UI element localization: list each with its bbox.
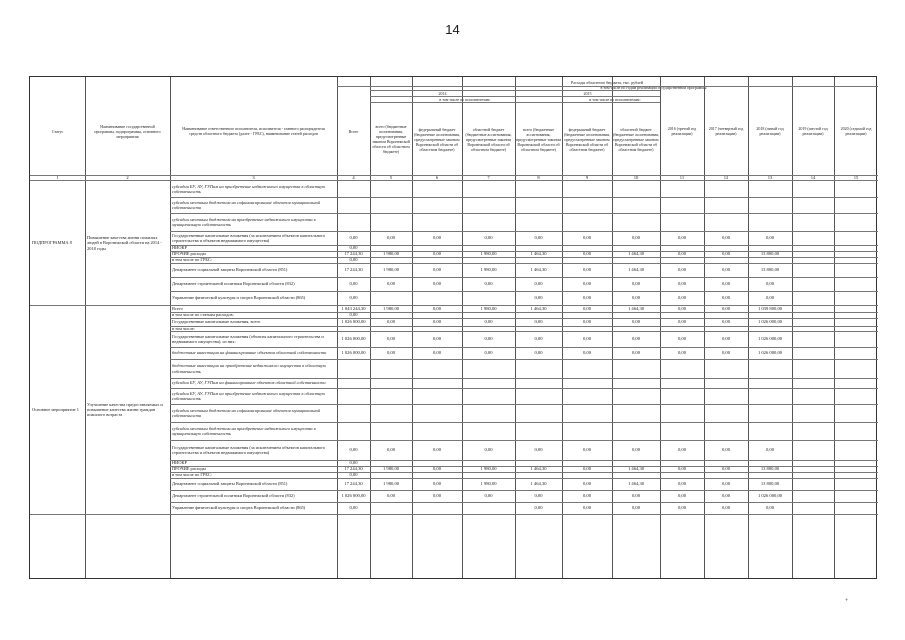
row-separator (170, 277, 878, 278)
value-cell: 0,00 (386, 350, 396, 355)
value-cell: 1 026 000,00 (757, 493, 783, 498)
row-separator (170, 490, 878, 491)
row-label: в том числе: (172, 326, 195, 331)
value-cell: 0,00 (677, 493, 687, 498)
row-label: Департамент социальной защиты Воронежской области (851) (172, 267, 288, 273)
value-cell: 1 980,00 (382, 305, 400, 311)
row-label: субсидии БУ, АУ, ГУПам на финансирование объектов областной собственности (172, 380, 326, 386)
value-cell: 0,00 (721, 281, 731, 286)
value-cell: 0,00 (677, 350, 687, 355)
grid-hline (370, 96, 660, 97)
section-separator (30, 305, 878, 306)
value-cell: 0,00 (582, 350, 592, 355)
value-cell: 0,00 (631, 295, 641, 300)
header-status: Статус (51, 128, 64, 134)
value-cell: 0,00 (582, 235, 592, 240)
column-number: 9 (585, 175, 589, 180)
value-cell: 0,00 (534, 505, 543, 510)
row-label: субсидии БУ, АУ, ГУПам на приобретение недвижимого имущества в областную собственность (172, 183, 326, 194)
row-separator (170, 460, 878, 461)
column-number: 4 (352, 175, 355, 180)
column-number: 15 (853, 175, 859, 180)
page-number: 14 (445, 22, 460, 37)
value-cell: 0,00 (582, 251, 592, 256)
value-cell: 13 800,00 (760, 251, 780, 256)
column-number: 6 (435, 175, 439, 180)
row-separator (170, 318, 878, 319)
value-cell: 0,00 (765, 447, 775, 452)
row-label: НИОКР (172, 245, 187, 251)
row-label: Государственные капитальные вложения, всего (172, 319, 261, 325)
column-number: 12 (723, 175, 729, 180)
value-cell: 0,00 (534, 235, 543, 240)
value-cell: 0,00 (582, 466, 592, 471)
grid-hline (30, 180, 878, 181)
header-expenses-title: Расходы областного бюджета, тыс. рублей (571, 79, 643, 85)
value-cell: 0,00 (582, 295, 592, 300)
row-label: Государственные капитальные вложения (за исключением объектов капитального строительства и объектов недвижимого имущества) (172, 232, 326, 243)
section-name: Улучшение качества предоставляемых и повышение качества жизни граждан пожилого возраста (87, 401, 163, 418)
value-cell: 1 464,30 (530, 305, 547, 311)
row-separator (170, 478, 878, 479)
value-cell: 0,00 (432, 350, 442, 355)
row-separator (170, 347, 878, 348)
grid-hline (337, 86, 878, 87)
row-label: Департамент строительной политики Воронежской области (832) (172, 493, 295, 499)
value-cell: 1 980,00 (480, 305, 497, 311)
grid-hline (370, 90, 660, 91)
value-cell: 0,00 (432, 251, 442, 256)
header-2020: 2020 (седьмой год реализации) (840, 126, 872, 136)
value-cell: 0,00 (765, 505, 775, 510)
value-cell: 0,00 (631, 235, 641, 240)
section-status: ПОДПРОГРАММА 8 (32, 240, 72, 246)
value-cell: 1 464,30 (627, 481, 645, 486)
header-2017: 2017 (четвертый год реализации) (708, 126, 744, 136)
value-cell: 0,00 (484, 336, 493, 341)
header-total: Всего (348, 128, 359, 134)
row-separator (170, 378, 878, 379)
value-cell: 1 464,30 (627, 267, 645, 272)
row-separator (170, 404, 878, 405)
value-cell: 17 244,30 (344, 251, 363, 256)
value-cell: 0,00 (582, 319, 592, 324)
value-cell: 0,00 (432, 481, 442, 486)
value-cell: 0,00 (386, 235, 396, 240)
value-cell: 1 026 000,00 (757, 319, 783, 324)
value-cell: 0,00 (534, 493, 543, 498)
row-separator (170, 257, 878, 258)
value-cell: 0,00 (432, 281, 442, 286)
value-cell: 0,00 (582, 505, 592, 510)
row-separator (170, 251, 878, 252)
header-2016: 2016 (третий год реализации) (667, 126, 697, 136)
column-number: 5 (389, 175, 393, 180)
value-cell: 1 980,00 (382, 267, 400, 272)
value-cell: 1 980,00 (382, 466, 400, 471)
value-cell: 0,00 (432, 319, 442, 324)
value-cell: 0,00 (386, 281, 396, 286)
value-cell: 0,00 (484, 319, 493, 324)
value-cell: 0,00 (534, 281, 543, 286)
value-cell: 13 800,00 (760, 466, 780, 471)
value-cell: 1 464,30 (530, 481, 547, 486)
header-2018: 2018 (пятый год реализации) (756, 126, 784, 136)
section-separator (30, 514, 878, 515)
header-col-obl-2014: областной бюджет (бюджетные ассигнования, предусмотренные законом Воронежской области об областном бюджете) (465, 126, 512, 152)
header-executor: Наименование ответственного исполнителя, исполнителя - главного распорядителя средств областного бюджета (далее - ГРБС), наименование статей расходов (182, 126, 325, 136)
grid-hline (30, 175, 878, 176)
column-number: 10 (633, 175, 639, 180)
row-label: субсидии БУ, АУ, ГУПам на приобретение недвижимого имущества в областную собственность (172, 390, 326, 401)
value-cell: 0,00 (386, 447, 396, 452)
value-cell: 0,00 (677, 466, 687, 471)
column-number: 13 (767, 175, 773, 180)
value-cell: 0,00 (677, 281, 687, 286)
row-label: Всего (172, 305, 183, 311)
row-label: субсидии местным бюджетам на софинансирование объектов муниципальной собственности (172, 407, 321, 418)
column-number: 11 (679, 175, 685, 180)
value-cell: 0,00 (677, 319, 687, 324)
header-col-fed-2015: федеральный бюджет (бюджетные ассигнования, предусмотренные законом Воронежской области об областном бюджете) (563, 126, 610, 152)
value-cell: 17 244,30 (344, 267, 363, 272)
value-cell: 0,00 (721, 251, 731, 256)
row-separator (170, 231, 878, 232)
row-label: субсидии местным бюджетам на софинансирование объектов муниципальной собственности (172, 199, 321, 210)
value-cell: 1 464,30 (530, 251, 547, 256)
header-col-total-2014: всего (бюджетные ассигнования, предусмотренные законом Воронежской области об областном бюджете) (372, 124, 410, 154)
value-cell: 1 980,00 (382, 481, 400, 486)
column-number: 2 (126, 175, 129, 180)
value-cell: 0,00 (677, 447, 687, 452)
header-col-obl-2015: областной бюджет (бюджетные ассигнования, предусмотренные законом Воронежской области об областном бюджете) (612, 126, 659, 152)
value-cell: 0,00 (721, 350, 731, 355)
header-incl-exec-2015: в том числе по исполнителям: (589, 97, 641, 102)
value-cell: 0,00 (582, 481, 592, 486)
value-cell: 0,00 (386, 493, 396, 498)
value-cell: 0,00 (484, 281, 493, 286)
value-cell: 0,00 (386, 319, 396, 324)
value-cell: 0,00 (677, 505, 687, 510)
value-cell: 0,00 (534, 350, 543, 355)
value-cell: 0,00 (534, 336, 543, 341)
value-cell: 1 026 000,00 (757, 336, 783, 341)
row-label: в том числе по ГРБС: (172, 257, 213, 263)
row-label: Департамент строительной политики Воронежской области (832) (172, 281, 295, 287)
row-separator (170, 359, 878, 360)
value-cell: 1 026 000,00 (341, 350, 366, 355)
header-col-fed-2014: федеральный бюджет (бюджетные ассигнования, предусмотренные законом Воронежской области об областном бюджете) (413, 126, 460, 152)
budget-table (29, 76, 877, 579)
value-cell: 0,00 (721, 336, 731, 341)
value-cell: 0,00 (432, 336, 442, 341)
header-col-total-2015: всего (бюджетные ассигнования, предусмотренные законом Воронежской области об областном бюджете) (515, 126, 562, 152)
value-cell: 0,00 (534, 447, 543, 452)
value-cell: 0,00 (432, 493, 442, 498)
row-label: бюджетные инвестиции на приобретение недвижимого имущества в областную собственность (172, 363, 326, 374)
value-cell: 1 980,00 (382, 251, 400, 256)
value-cell: 0,00 (721, 481, 731, 486)
header-incl-exec-2014: в том числе по исполнителям: (439, 97, 491, 102)
value-cell: 0,00 (582, 336, 592, 341)
value-cell: 0,00 (677, 267, 687, 272)
row-separator (170, 291, 878, 292)
value-cell: 0,00 (721, 319, 731, 324)
value-cell: 1 980,00 (480, 481, 497, 486)
row-label: субсидии местным бюджетам на приобретение недвижимого имущества в муниципальную собственность (172, 216, 316, 227)
row-separator (170, 245, 878, 246)
value-cell: 1 464,30 (627, 466, 645, 471)
row-label: Государственные капитальные вложения (объекты капитального строительства и недвижимого имущества), из них: (172, 333, 324, 344)
value-cell: 1 464,30 (627, 305, 645, 311)
section-name: Повышение качества жизни пожилых людей в Воронежской области на 2014 - 2018 годы (87, 235, 162, 251)
row-separator (170, 422, 878, 423)
value-cell: 0,00 (677, 251, 687, 256)
value-cell: 0,00 (432, 305, 442, 311)
value-cell: 0,00 (677, 235, 687, 240)
value-cell: 0,00 (721, 505, 731, 510)
value-cell: 0,00 (631, 447, 641, 452)
value-cell: 0,00 (349, 235, 358, 240)
value-cell: 13 800,00 (760, 481, 780, 486)
header-year-2015: 2015 (583, 91, 592, 96)
value-cell: 0,00 (386, 336, 396, 341)
grid-vline (85, 77, 86, 578)
row-label: Управление физической культуры и спорта Воронежской области (865) (172, 295, 306, 301)
row-separator (170, 331, 878, 332)
value-cell: 0,00 (484, 447, 493, 452)
value-cell: 0,00 (677, 305, 687, 311)
column-number: 1 (56, 175, 59, 180)
value-cell: 0,00 (631, 319, 641, 324)
value-cell: 0,00 (484, 350, 493, 355)
row-label: Департамент социальной защиты Воронежской области (851) (172, 481, 288, 487)
row-separator (170, 440, 878, 441)
row-label: в том числе по статьям расходов: (172, 312, 234, 318)
value-cell: 0,00 (349, 281, 358, 286)
value-cell: 1 464,30 (530, 466, 547, 471)
value-cell: 0,00 (765, 235, 775, 240)
value-cell: 0,00 (349, 312, 358, 317)
value-cell: 0,00 (765, 281, 775, 286)
value-cell: 0,00 (534, 295, 543, 300)
header-2019: 2019 (шестой год реализации) (798, 126, 828, 136)
value-cell: 0,00 (349, 505, 358, 510)
value-cell: 0,00 (582, 281, 592, 286)
value-cell: 0,00 (582, 305, 592, 311)
column-number: 3 (252, 175, 255, 180)
value-cell: 0,00 (484, 235, 493, 240)
value-cell: 1 464,30 (530, 267, 547, 272)
value-cell: 0,00 (721, 493, 731, 498)
value-cell: 0,00 (582, 493, 592, 498)
row-separator (170, 388, 878, 389)
section-status: Основное мероприятие 1 (32, 406, 79, 412)
value-cell: 0,00 (631, 281, 641, 286)
value-cell: 1 043 244,30 (341, 305, 366, 311)
value-cell: 0,00 (677, 481, 687, 486)
value-cell: 0,00 (721, 305, 731, 311)
header-year-2014: 2014 (438, 91, 447, 96)
value-cell: 0,00 (677, 295, 687, 300)
value-cell: 1 039 800,00 (757, 305, 783, 311)
footer-mark: + (845, 598, 849, 604)
row-separator (170, 326, 878, 327)
value-cell: 0,00 (349, 245, 358, 250)
value-cell: 0,00 (484, 493, 493, 498)
value-cell: 0,00 (631, 336, 641, 341)
row-label: Государственные капитальные вложения (за исключением объектов капитального строительства и объектов недвижимого имущества) (172, 444, 326, 455)
row-label: НИОКР (172, 460, 187, 466)
column-number: 8 (537, 175, 540, 180)
row-separator (170, 312, 878, 313)
value-cell: 0,00 (432, 267, 442, 272)
row-separator (170, 197, 878, 198)
value-cell: 0,00 (721, 235, 731, 240)
row-label: в том числе по ГРБС: (172, 472, 213, 478)
row-label: бюджетные инвестиции на финансирование объектов областной собственности (172, 350, 327, 356)
row-separator (170, 502, 878, 503)
row-separator (170, 263, 878, 264)
value-cell: 0,00 (631, 493, 641, 498)
value-cell: 0,00 (349, 295, 358, 300)
value-cell: 1 464,30 (627, 251, 645, 256)
row-separator (170, 472, 878, 473)
row-separator (170, 466, 878, 467)
value-cell: 1 026 000,00 (341, 493, 366, 498)
row-separator (170, 213, 878, 214)
value-cell: 0,00 (534, 319, 543, 324)
value-cell: 1 026 000,00 (341, 319, 366, 324)
value-cell: 1 026 000,00 (341, 336, 366, 341)
value-cell: 1 980,00 (480, 466, 497, 471)
column-number: 7 (487, 175, 490, 180)
column-number: 14 (810, 175, 816, 180)
value-cell: 0,00 (721, 267, 731, 272)
value-cell: 0,00 (721, 447, 731, 452)
row-label: ПРОЧИЕ расходы (172, 251, 206, 257)
value-cell: 1 980,00 (480, 267, 497, 272)
value-cell: 0,00 (582, 447, 592, 452)
value-cell: 0,00 (582, 267, 592, 272)
value-cell: 0,00 (765, 295, 775, 300)
value-cell: 0,00 (631, 505, 641, 510)
value-cell: 0,00 (432, 447, 442, 452)
value-cell: 0,00 (677, 336, 687, 341)
value-cell: 0,00 (721, 295, 731, 300)
header-program-name: Наименование государственной программы, подпрограммы, основного мероприятия (94, 123, 161, 139)
value-cell: 0,00 (349, 460, 358, 465)
value-cell: 0,00 (721, 466, 731, 471)
value-cell: 17 244,30 (344, 481, 363, 486)
row-label: субсидии местным бюджетам на приобретение недвижимого имущества в муниципальную собственность (172, 425, 316, 436)
value-cell: 0,00 (349, 472, 358, 477)
value-cell: 0,00 (349, 447, 358, 452)
row-label: ПРОЧИЕ расходы (172, 466, 206, 472)
row-label: Управление физической культуры и спорта Воронежской области (865) (172, 505, 306, 511)
value-cell: 1 026 000,00 (757, 350, 783, 355)
grid-hline (370, 102, 660, 103)
value-cell: 17 244,30 (344, 466, 363, 471)
value-cell: 0,00 (349, 257, 358, 262)
header-incl-realization: в том числе по годам реализации государственной программы (600, 85, 707, 90)
value-cell: 1 980,00 (480, 251, 497, 256)
value-cell: 13 800,00 (760, 267, 780, 272)
value-cell: 0,00 (432, 235, 442, 240)
value-cell: 0,00 (631, 350, 641, 355)
value-cell: 0,00 (432, 466, 442, 471)
